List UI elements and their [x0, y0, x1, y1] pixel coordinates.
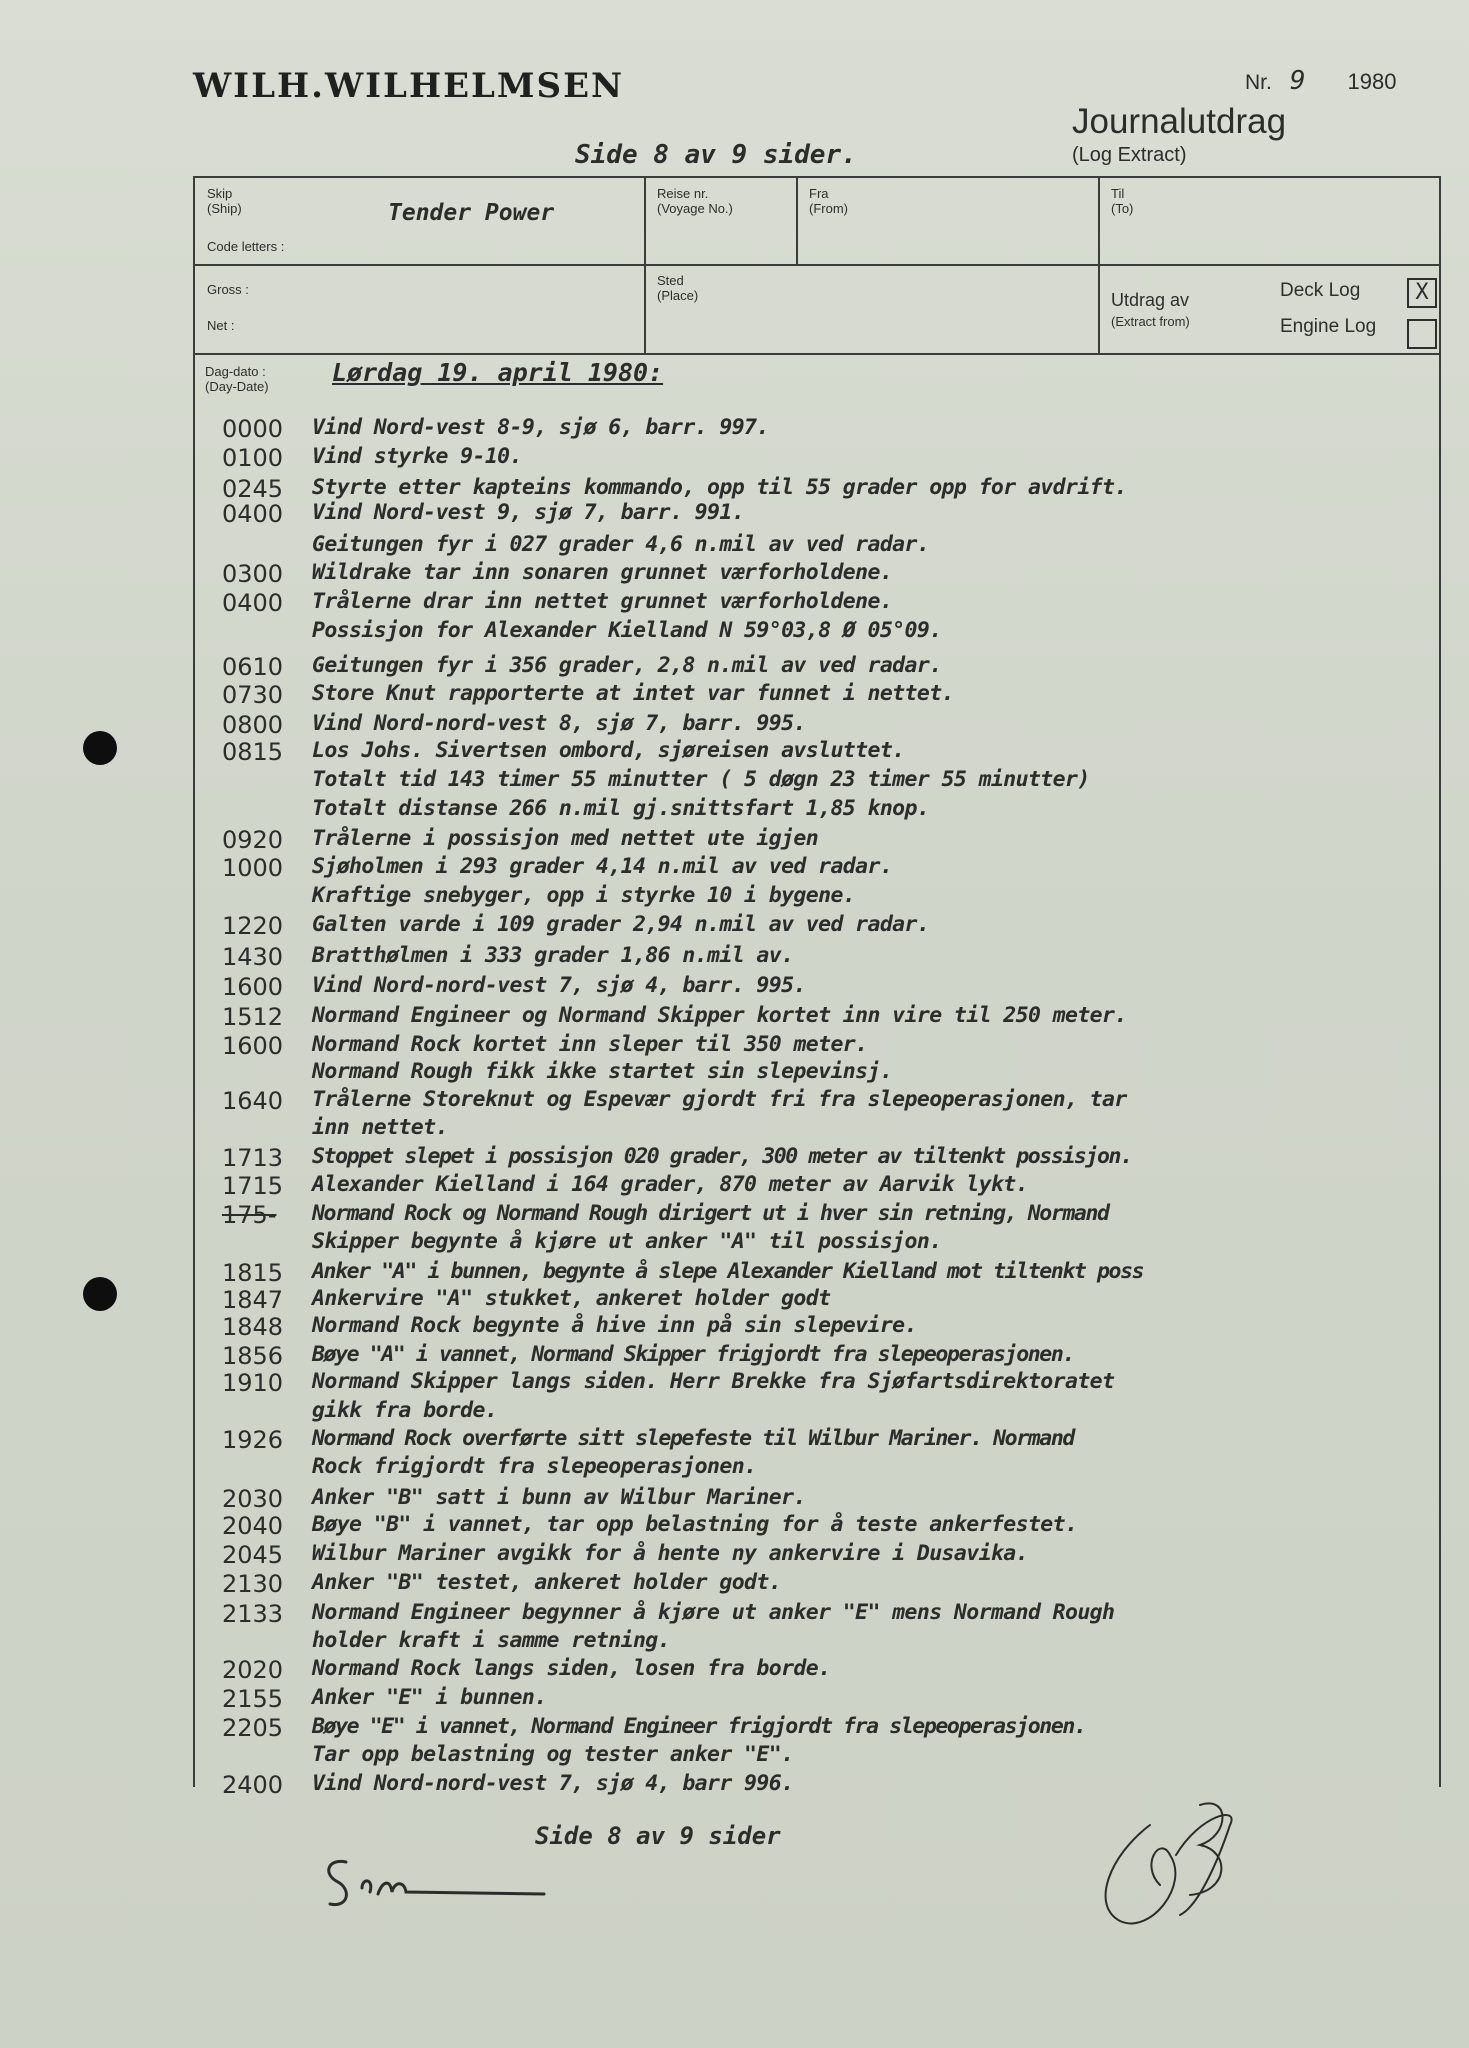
log-entry — [0, 1144, 1469, 1174]
log-entry-text: Totalt tid 143 timer 55 minutter ( 5 døgn 23 timer 55 minutter) — [312, 767, 1090, 792]
log-entry — [0, 1742, 1469, 1772]
log-entry — [0, 1201, 1469, 1231]
log-entry-text: Los Johs. Sivertsen ombord, sjøreisen avsluttet. — [312, 738, 905, 763]
signature-right — [1080, 1795, 1280, 1935]
log-entry-text: Normand Rough fikk ikke startet sin slepevinsj. — [312, 1059, 893, 1084]
log-entry-time: 0400 — [222, 589, 284, 617]
log-entry-time: 0100 — [222, 444, 284, 472]
from-label: (From) — [809, 201, 848, 216]
log-entry-time: 2020 — [222, 1656, 284, 1684]
log-entry-time: 1600 — [222, 973, 284, 1001]
log-entry-time: 0000 — [222, 415, 284, 443]
signature-left — [318, 1848, 558, 1918]
log-entry-time: 0610 — [222, 653, 284, 681]
company-name: WILH.WILHELMSEN — [193, 66, 625, 106]
log-entry — [0, 1115, 1469, 1145]
log-entry-text: Vind Nord-vest 9, sjø 7, barr. 991. — [312, 500, 745, 525]
log-entry — [0, 1369, 1469, 1399]
grid-divider — [796, 178, 798, 264]
log-entry-time: 1512 — [222, 1003, 284, 1031]
log-entry-text: Bøye "A" i vannet, Normand Skipper frigjordt fra slepeoperasjonen. — [312, 1342, 1074, 1367]
log-entry-time: 1430 — [222, 943, 284, 971]
log-entry — [0, 1600, 1469, 1630]
grid-divider — [195, 264, 1439, 266]
log-entry — [0, 711, 1469, 741]
log-entry-text: Geitungen fyr i 356 grader, 2,8 n.mil av ved radar. — [312, 653, 942, 678]
log-entry — [0, 1286, 1469, 1316]
log-entry-text: Vind Nord-vest 8-9, sjø 6, barr. 997. — [312, 415, 769, 440]
log-entry-text: Bøye "B" i vannet, tar opp belastning for å teste ankerfestet. — [312, 1512, 1078, 1537]
log-entry-time: 2130 — [222, 1570, 284, 1598]
ship-value: Tender Power — [388, 200, 555, 226]
log-entry-text: Rock frigjordt fra slepeoperasjonen. — [312, 1454, 757, 1479]
log-entry-text: Anker "B" satt i bunn av Wilbur Mariner. — [312, 1485, 806, 1510]
log-entry-time: 1910 — [222, 1369, 284, 1397]
log-entry-text: Styrte etter kapteins kommando, opp til 55 grader opp for avdrift. — [312, 475, 1127, 500]
log-entry — [0, 1087, 1469, 1117]
log-entry-time: 1220 — [222, 912, 284, 940]
grid-divider — [644, 178, 646, 264]
log-entry-text: Anker "B" testet, ankeret holder godt. — [312, 1570, 782, 1595]
log-entry-time: 2205 — [222, 1714, 284, 1742]
log-entry — [0, 560, 1469, 590]
reise-label: Reise nr. — [657, 186, 709, 201]
voyage-label: (Voyage No.) — [657, 201, 733, 216]
log-entry-text: Galten varde i 109 grader 2,94 n.mil av ved radar. — [312, 912, 930, 937]
log-entry-time: 1926 — [222, 1426, 284, 1454]
log-entry-text: Stoppet slepet i possisjon 020 grader, 300 meter av tiltenkt possisjon. — [312, 1144, 1132, 1169]
utdrag-label: Utdrag av — [1111, 290, 1190, 310]
log-entry — [0, 1398, 1469, 1428]
log-entry — [0, 854, 1469, 884]
log-entry-time: 0800 — [222, 711, 284, 739]
log-date: Lørdag 19. april 1980: — [332, 358, 664, 387]
log-entry — [0, 1628, 1469, 1658]
log-entry — [0, 500, 1469, 530]
log-entry — [0, 796, 1469, 826]
log-entry-text: Normand Rock langs siden, losen fra borde. — [312, 1656, 831, 1681]
log-entry-text: Kraftige snebyger, opp i styrke 10 i bygene. — [312, 883, 856, 908]
log-entry-text: Normand Rock og Normand Rough dirigert ut i hver sin retning, Normand — [312, 1201, 1109, 1226]
log-entry — [0, 943, 1469, 973]
log-entry-text: Alexander Kielland i 164 grader, 870 meter av Aarvik lykt. — [312, 1172, 1028, 1197]
log-entry — [0, 1313, 1469, 1343]
log-entry-text: Trålerne drar inn nettet grunnet værforholdene. — [312, 589, 893, 614]
ship-label: (Ship) — [207, 201, 242, 216]
log-entry — [0, 1172, 1469, 1202]
log-entry — [0, 1454, 1469, 1484]
log-entry — [0, 444, 1469, 474]
log-entry — [0, 826, 1469, 856]
punch-hole — [83, 731, 117, 765]
log-entry-time: 2040 — [222, 1512, 284, 1540]
log-entry-text: Skipper begynte å kjøre ut anker "A" til possisjon. — [312, 1229, 942, 1254]
log-entry — [0, 883, 1469, 913]
log-entry — [0, 1229, 1469, 1259]
log-entry-time: 0400 — [222, 500, 284, 528]
day-date-label: (Day-Date) — [205, 379, 269, 394]
nr-value: 9 — [1289, 66, 1306, 96]
log-entry-time: 1815 — [222, 1259, 284, 1287]
log-entry-text: Vind Nord-nord-vest 7, sjø 4, barr 996. — [312, 1771, 794, 1796]
log-entry-text: Normand Skipper langs siden. Herr Brekke fra Sjøfartsdirektoratet — [312, 1369, 1115, 1394]
log-entry-text: Possisjon for Alexander Kielland N 59°03,8 Ø 05°09. — [312, 618, 942, 643]
skip-label: Skip — [207, 186, 233, 201]
log-entry — [0, 1003, 1469, 1033]
log-entry-time: 1847 — [222, 1286, 284, 1314]
nr-label: Nr. — [1245, 71, 1272, 94]
place-label: (Place) — [657, 288, 699, 303]
log-entry-time: 2400 — [222, 1771, 284, 1799]
log-entry — [0, 415, 1469, 445]
log-entry — [0, 767, 1469, 797]
log-entry — [0, 589, 1469, 619]
log-entry — [0, 912, 1469, 942]
deck-log-checkbox[interactable]: X — [1407, 278, 1437, 308]
log-entry-text: holder kraft i samme retning. — [312, 1628, 670, 1653]
log-entry — [0, 618, 1469, 648]
log-entry-time: 0245 — [222, 475, 284, 503]
log-entry-text: Anker "E" i bunnen. — [312, 1685, 547, 1710]
log-entry-text: Normand Engineer begynner å kjøre ut anker "E" mens Normand Rough — [312, 1600, 1115, 1625]
log-entry-text: Normand Rock overførte sitt slepefeste til Wilbur Mariner. Normand — [312, 1426, 1074, 1451]
to-label: (To) — [1111, 201, 1134, 216]
log-entry-text: Wildrake tar inn sonaren grunnet værforholdene. — [312, 560, 893, 585]
log-entry-time: 1640 — [222, 1087, 284, 1115]
log-entry-text: Store Knut rapporterte at intet var funnet i nettet. — [312, 681, 954, 706]
log-entry-text: Bratthølmen i 333 grader 1,86 n.mil av. — [312, 943, 794, 968]
log-entry-text: Sjøholmen i 293 grader 4,14 n.mil av ved radar. — [312, 854, 893, 879]
log-entry — [0, 681, 1469, 711]
log-entry — [0, 1541, 1469, 1571]
log-entry-time: 1000 — [222, 854, 284, 882]
log-entry-text: Vind Nord-nord-vest 7, sjø 4, barr. 995. — [312, 973, 806, 998]
log-entry-text: Vind Nord-nord-vest 8, sjø 7, barr. 995. — [312, 711, 806, 736]
log-entry-text: Vind styrke 9-10. — [312, 444, 522, 469]
log-entry — [0, 1485, 1469, 1515]
page-count-bottom: Side 8 av 9 sider — [535, 1822, 781, 1850]
log-entry — [0, 1570, 1469, 1600]
log-entry — [0, 1259, 1469, 1289]
log-entry-time: 1715 — [222, 1172, 284, 1200]
log-entry-time: 1713 — [222, 1144, 284, 1172]
log-entry-time: 2045 — [222, 1541, 284, 1569]
log-entry — [0, 1059, 1469, 1089]
log-entry-time: 1848 — [222, 1313, 284, 1341]
net-label: Net : — [207, 318, 235, 333]
sted-label: Sted — [657, 273, 684, 288]
log-entry-time: 2133 — [222, 1600, 284, 1628]
grid-divider — [644, 264, 646, 353]
log-entry-time: 0730 — [222, 681, 284, 709]
log-entry-text: Bøye "E" i vannet, Normand Engineer frigjordt fra slepeoperasjonen. — [312, 1714, 1086, 1739]
log-entry — [0, 1426, 1469, 1456]
year: 1980 — [1347, 69, 1397, 94]
document-title: Journalutdrag — [1072, 102, 1287, 141]
log-entry — [0, 1714, 1469, 1744]
log-entry-text: Normand Rock begynte å hive inn på sin slepevire. — [312, 1313, 917, 1338]
log-entry-text: gikk fra borde. — [312, 1398, 498, 1423]
fra-label: Fra — [809, 186, 829, 201]
log-entry-time: 1856 — [222, 1342, 284, 1370]
log-entry — [0, 1685, 1469, 1715]
log-entry — [0, 1512, 1469, 1542]
log-entry — [0, 1032, 1469, 1062]
log-entry — [0, 1656, 1469, 1686]
log-entry-text: Anker "A" i bunnen, begynte å slepe Alexander Kielland mot tiltenkt poss — [312, 1259, 1144, 1284]
log-entry-text: Normand Engineer og Normand Skipper kortet inn vire til 250 meter. — [312, 1003, 1127, 1028]
log-entry-time: 0300 — [222, 560, 284, 588]
gross-label: Gross : — [207, 282, 249, 297]
log-entry-text: Totalt distanse 266 n.mil gj.snittsfart 1,85 knop. — [312, 796, 930, 821]
log-entry — [0, 1342, 1469, 1372]
log-entry-text: Trålerne i possisjon med nettet ute igjen — [312, 826, 819, 851]
log-entry-text: Ankervire "A" stukket, ankeret holder godt — [312, 1286, 831, 1311]
extract-from-label: (Extract from) — [1111, 314, 1190, 329]
engine-log-label: Engine Log — [1280, 316, 1377, 337]
log-entry-time: 175- — [222, 1201, 277, 1229]
page-count-top: Side 8 av 9 sider. — [575, 140, 857, 170]
engine-log-checkbox[interactable] — [1407, 319, 1437, 349]
log-entry-text: Tar opp belastning og tester anker "E". — [312, 1742, 794, 1767]
log-entry-time: 0920 — [222, 826, 284, 854]
log-entry-text: Geitungen fyr i 027 grader 4,6 n.mil av ved radar. — [312, 532, 930, 557]
log-entry — [0, 653, 1469, 683]
log-entry-time: 2030 — [222, 1485, 284, 1513]
log-entry-text: Trålerne Storeknut og Espevær gjordt fri fra slepeoperasjonen, tar — [312, 1087, 1127, 1112]
log-entry-time: 1600 — [222, 1032, 284, 1060]
log-entry — [0, 738, 1469, 768]
deck-log-label: Deck Log — [1280, 280, 1361, 301]
ship-info-grid — [193, 176, 1441, 355]
log-entry — [0, 973, 1469, 1003]
document-number — [1245, 66, 1396, 96]
til-label: Til — [1111, 186, 1125, 201]
punch-hole — [83, 1277, 117, 1311]
log-entry-time: 0815 — [222, 738, 284, 766]
log-entry-text: Normand Rock kortet inn sleper til 350 meter. — [312, 1032, 868, 1057]
document-subtitle: (Log Extract) — [1072, 144, 1187, 166]
code-letters-label: Code letters : — [207, 239, 285, 254]
log-entry — [0, 532, 1469, 562]
log-entry-text: Wilbur Mariner avgikk for å hente ny ankervire i Dusavika. — [312, 1541, 1028, 1566]
log-entry-text: inn nettet. — [312, 1115, 448, 1140]
log-entry-time: 2155 — [222, 1685, 284, 1713]
dag-dato-label: Dag-dato : — [205, 364, 266, 379]
